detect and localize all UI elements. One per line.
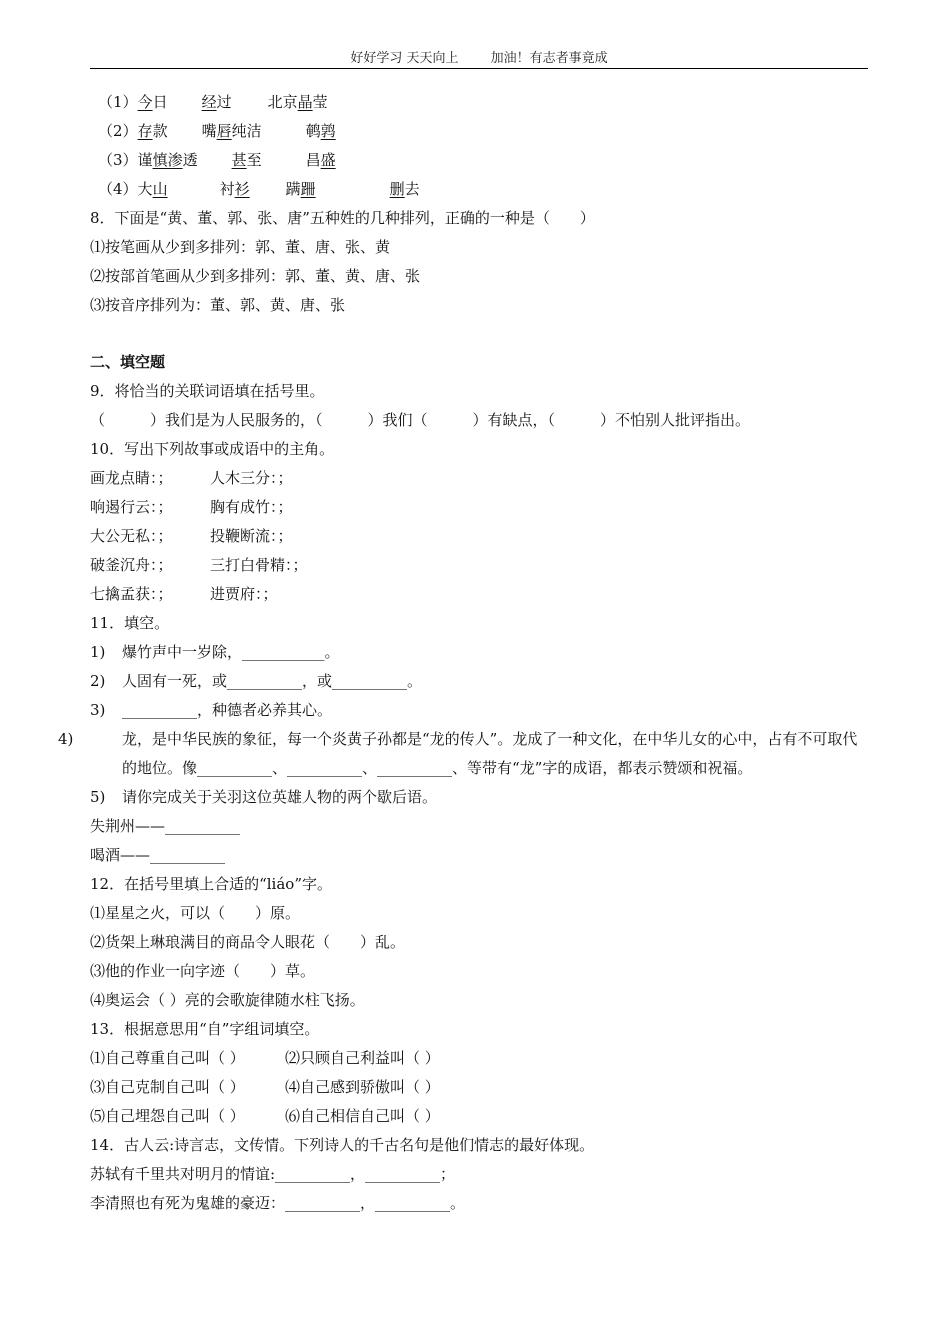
q13-row: ⑴自己尊重自己叫（ ） ⑵只顾自己利益叫（ ）: [90, 1049, 440, 1067]
q11-item-3: 3) __________，种德者必养其心。: [90, 701, 333, 719]
q12-item-2: ⑵货架上琳琅满目的商品令人眼花（ ）乱。: [90, 933, 406, 951]
q8-option-2: ⑵按部首笔画从少到多排列：郭、董、黄、唐、张: [90, 267, 421, 285]
q11-xiehouyu-2: 喝酒——__________: [90, 846, 226, 864]
q14-line-1: 苏轼有千里共对明月的情谊:__________，__________；: [90, 1165, 456, 1183]
q10-stem: 10．写出下列故事或成语中的主角。: [90, 440, 335, 458]
q13-row: ⑸自己埋怨自己叫（ ） ⑹自己相信自己叫（ ）: [90, 1107, 440, 1125]
q10-row: 破釜沉舟：； 三打白骨精：；: [90, 556, 308, 574]
q11-stem: 11．填空。: [90, 614, 170, 632]
q12-item-3: ⑶他的作业一向字迹（ ）草。: [90, 962, 316, 980]
q10-row: 画龙点睛：； 人木三分：；: [90, 469, 293, 487]
q12-stem: 12．在括号里填上合适的“liáo”字。: [90, 875, 332, 893]
q10-row: 七擒孟获：； 进贾府：；: [90, 585, 278, 603]
q8-stem: 8．下面是“黄、董、郭、张、唐”五种姓的几种排列，正确的一种是（ ）: [90, 209, 595, 227]
q9-body: （ ）我们是为人民服务的，（ ）我们（ ）有缺点，（ ）不怕别人批评指出。: [90, 411, 751, 429]
q11-item-4: 4) 龙，是中华民族的象征，每一个炎黄子孙都是“龙的传人”。龙成了一种文化，在中华儿女的心中，占有不可取代的地位。像__________、__________、__________、等带有“龙”字的成语，都表示赞颂和祝福。: [58, 730, 858, 777]
q7-option-2: （2）存款 嘴唇纯洁 鹌鹑: [98, 122, 336, 140]
q8-option-1: ⑴按笔画从少到多排列：郭、董、唐、张、黄: [90, 238, 391, 256]
header-left-motto: 好好学习 天天向上: [350, 51, 459, 66]
q7-option-1: （1）今日 经过 北京晶莹: [98, 93, 328, 111]
q10-row: 大公无私：； 投鞭断流：；: [90, 527, 293, 545]
q10-row: 响遏行云：； 胸有成竹：；: [90, 498, 293, 516]
section-title-fill-in: 二、填空题: [90, 353, 166, 371]
q11-item-2: 2) 人固有一死，或__________，或__________。: [90, 672, 423, 690]
q8-option-3: ⑶按音序排列为：董、郭、黄、唐、张: [90, 296, 346, 314]
q14-line-2: 李清照也有死为鬼雄的豪迈：__________，__________。: [90, 1194, 466, 1212]
q7-option-3: （3）谨慎渗透 甚至 昌盛: [98, 151, 336, 169]
q11-xiehouyu-1: 失荆州——__________: [90, 817, 241, 835]
document-body: [58, 88, 870, 1218]
q7-option-4: （4）大山 衬衫 蹒跚 删去: [98, 180, 420, 198]
page-header: [90, 50, 868, 69]
q12-item-1: ⑴星星之火，可以（ ）原。: [90, 904, 301, 922]
header-right-motto: 加油！有志者事竟成: [490, 51, 608, 66]
q13-row: ⑶自己克制自己叫（ ） ⑷自己感到骄傲叫（ ）: [90, 1078, 440, 1096]
q14-stem: 14．古人云:诗言志，文传情。下列诗人的千古名句是他们情志的最好体现。: [90, 1136, 595, 1154]
q11-item-5: 5) 请你完成关于关羽这位英雄人物的两个歇后语。: [90, 788, 438, 806]
q12-item-4: ⑷奥运会（ ）亮的会歌旋律随水柱飞扬。: [90, 991, 365, 1009]
q11-item-1: 1) 爆竹声中一岁除，___________。: [90, 643, 340, 661]
q9-stem: 9．将恰当的关联词语填在括号里。: [90, 382, 325, 400]
q13-stem: 13．根据意思用“自”字组词填空。: [90, 1020, 320, 1038]
